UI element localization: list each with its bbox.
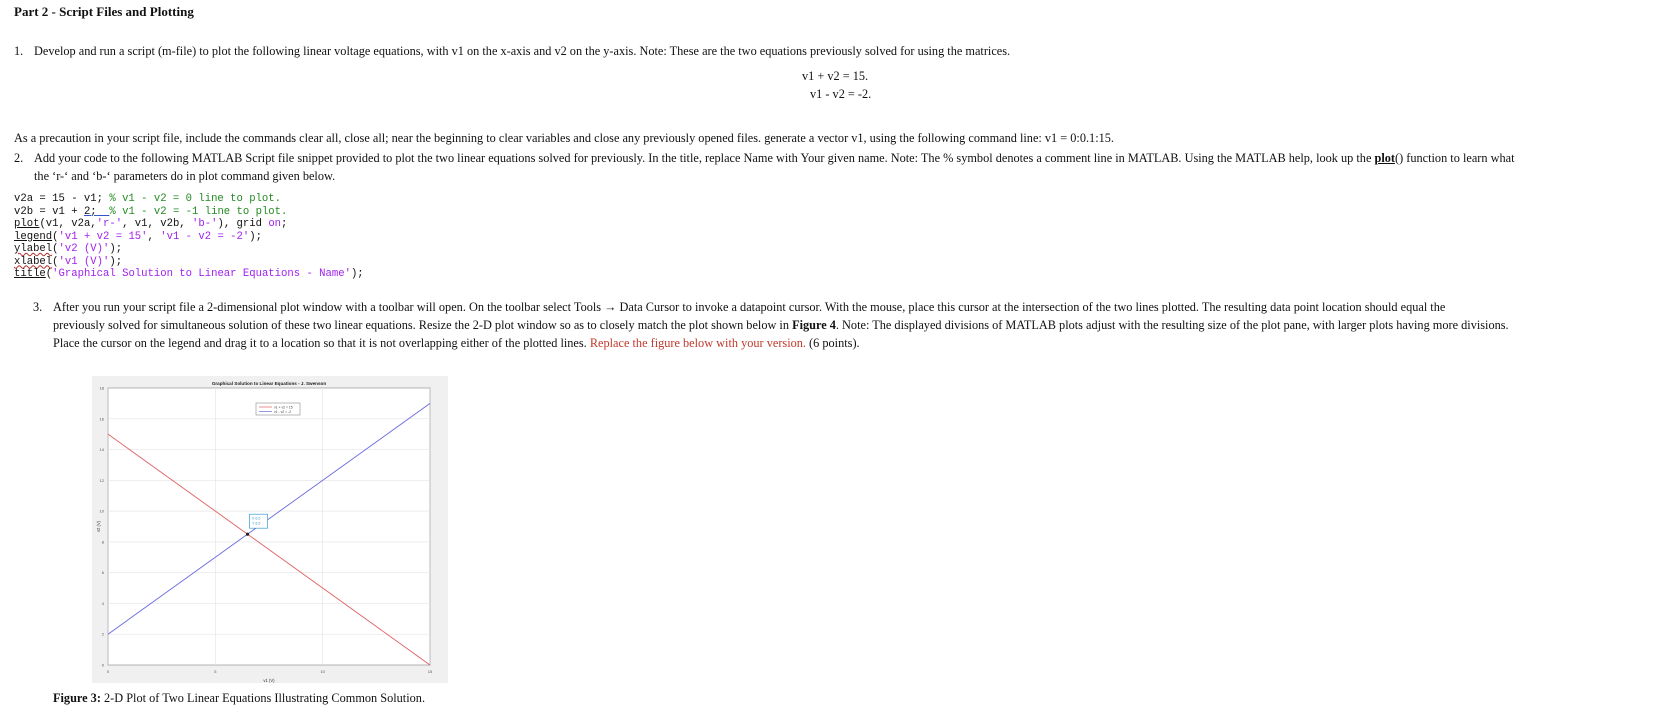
code-line-7: [14, 268, 364, 280]
y-tick-label: 8: [101, 539, 104, 545]
equation-1: v1 + v2 = 15.: [802, 69, 869, 83]
code-function: title: [14, 268, 46, 280]
item-3-line-2: [53, 316, 1509, 334]
code-comment: % v1 - v2 = -1 line to plot.: [109, 205, 288, 218]
code-string: 'Graphical Solution to Linear Equations - Name': [52, 268, 351, 280]
code-text: (v1, v2a,: [39, 218, 97, 230]
y-tick-label: 2: [101, 631, 104, 637]
code-text: );: [109, 243, 123, 255]
item-1: [14, 42, 1010, 60]
code-string: 'b-': [192, 218, 218, 230]
item-2-number: 2.: [14, 151, 24, 165]
code-function: legend: [14, 230, 53, 243]
code-text: ,: [147, 230, 161, 243]
x-tick-label: 0: [106, 669, 110, 674]
code-text: );: [109, 255, 123, 268]
code-text: 2;: [83, 205, 97, 218]
code-text: ), grid: [217, 218, 269, 230]
y-axis-label: v2 (V): [96, 520, 101, 533]
code-text: );: [350, 268, 364, 280]
code-line-1: [14, 193, 281, 205]
datatip-marker: [246, 533, 249, 536]
item-3-number: 3.: [33, 300, 43, 314]
item-2-text-a: Add your code to the following MATLAB Script file snippet provided to plot the two linear equations solved for previously. In the title, replace Name with Your given name. Note: The % symbol denotes a comment line in MATLAB. Using the MATLAB help, look up the: [34, 151, 1375, 165]
y-tick-label: 18: [99, 385, 104, 391]
code-line-3: [14, 218, 287, 230]
code-string: 'v1 (V)': [58, 255, 110, 268]
datatip-y-label: Y 8.5: [252, 521, 261, 526]
x-tick-label: 10: [320, 669, 325, 674]
item-3-line-1: [33, 298, 1445, 316]
item-3-text: . Note: The displayed divisions of MATLAB plots adjust with the resulting size of the plot pane, with larger plots having more divisions.: [835, 318, 1509, 332]
code-line-5: [14, 243, 122, 255]
code-space: [97, 206, 110, 218]
code-text: (: [52, 230, 59, 243]
code-text: v2a = 15 - v1;: [14, 193, 110, 205]
caption-text: 2-D Plot of Two Linear Equations Illustrating Common Solution.: [100, 691, 426, 705]
code-function: plot: [14, 218, 40, 230]
code-function: ylabel: [14, 243, 53, 255]
datatip-x-label: X 6.5: [252, 516, 261, 521]
legend-entry: v1 + v2 = 15: [274, 405, 293, 410]
code-line-4: [14, 231, 262, 243]
code-string: 'v1 - v2 = -2': [160, 230, 250, 243]
replace-instruction: Replace the figure below with your version.: [589, 336, 806, 350]
item-1-number: 1.: [14, 44, 24, 58]
legend-entry: v1 - v2 = -2: [274, 409, 292, 414]
code-string: 'v2 (V)': [58, 243, 110, 255]
plot-area: [108, 388, 430, 665]
code-comment: % v1 - v2 = 0 line to plot.: [109, 193, 282, 205]
code-text: v2b = v1 +: [14, 205, 84, 218]
caption-label: Figure 3:: [53, 691, 101, 705]
code-text: (: [45, 268, 53, 280]
item-3-text: Place the cursor on the legend and drag it to a location so that it is not overlapping either of the plotted lines.: [53, 336, 590, 350]
section-heading: Part 2 - Script Files and Plotting: [14, 4, 194, 19]
code-text: ;: [281, 218, 288, 230]
item-1-text: Develop and run a script (m-file) to plot the following linear voltage equations, with v1 on the x-axis and v2 on the y-axis. Note: These are the two equations previously solved for using the matrices.: [34, 44, 1011, 58]
item-3-text: previously solved for simultaneous solution of these two linear equations. Resize the 2-D plot window so as to closely match the plot shown below in: [53, 318, 793, 332]
item-3-text: After you run your script file a 2-dimensional plot window with a toolbar will open. On the toolbar select Tools → Data Cursor to invoke a datapoint cursor. With the mouse, place this cursor at the intersection of the two lines plotted. The resulting data point location should equal the: [53, 300, 1446, 314]
x-tick-label: 15: [427, 669, 433, 674]
matlab-figure: [92, 376, 448, 683]
x-axis-label: v1 (V): [263, 678, 275, 683]
y-tick-label: 0: [101, 662, 104, 668]
code-string: 'v1 + v2 = 15': [58, 230, 148, 243]
code-text: (: [52, 243, 59, 255]
code-text: (: [52, 255, 59, 268]
plot-svg: [92, 376, 448, 683]
y-tick-label: 14: [99, 447, 104, 453]
y-tick-label: 12: [99, 477, 104, 483]
y-tick-label: 4: [101, 600, 104, 606]
x-tick-label: 5: [214, 669, 217, 674]
code-line-6: [14, 256, 122, 268]
code-text: , v1, v2b,: [122, 218, 193, 230]
code-line-2: [14, 206, 287, 218]
chart-title: Graphical Solution to Linear Equations - J. Swenson: [211, 381, 327, 386]
y-tick-label: 16: [99, 416, 104, 422]
plot-function-link[interactable]: plot: [1374, 151, 1395, 165]
figure-reference: Figure 4: [792, 318, 836, 332]
precaution-text: As a precaution in your script file, include the commands clear all, close all; near the beginning to clear variables and close any previously opened files. generate a vector v1, using the following command line: v1 = 0:0.1:15.: [14, 131, 1114, 145]
item-2-line-2: the ‘r-‘ and ‘b-‘ parameters do in plot command given below.: [34, 169, 336, 183]
code-function: xlabel: [14, 255, 53, 268]
figure-caption: [53, 691, 425, 706]
item-3-line-3: [53, 334, 860, 352]
code-text: );: [249, 230, 262, 243]
y-tick-label: 10: [99, 508, 104, 514]
code-keyword: on: [268, 218, 282, 230]
item-2-text-b: () function to learn what: [1394, 151, 1515, 165]
code-string: 'r-': [96, 218, 123, 230]
item-2-line-1: [14, 149, 1515, 167]
points-text: (6 points).: [805, 336, 860, 350]
equation-2: v1 - v2 = -2.: [810, 87, 872, 101]
y-tick-label: 6: [101, 570, 104, 576]
